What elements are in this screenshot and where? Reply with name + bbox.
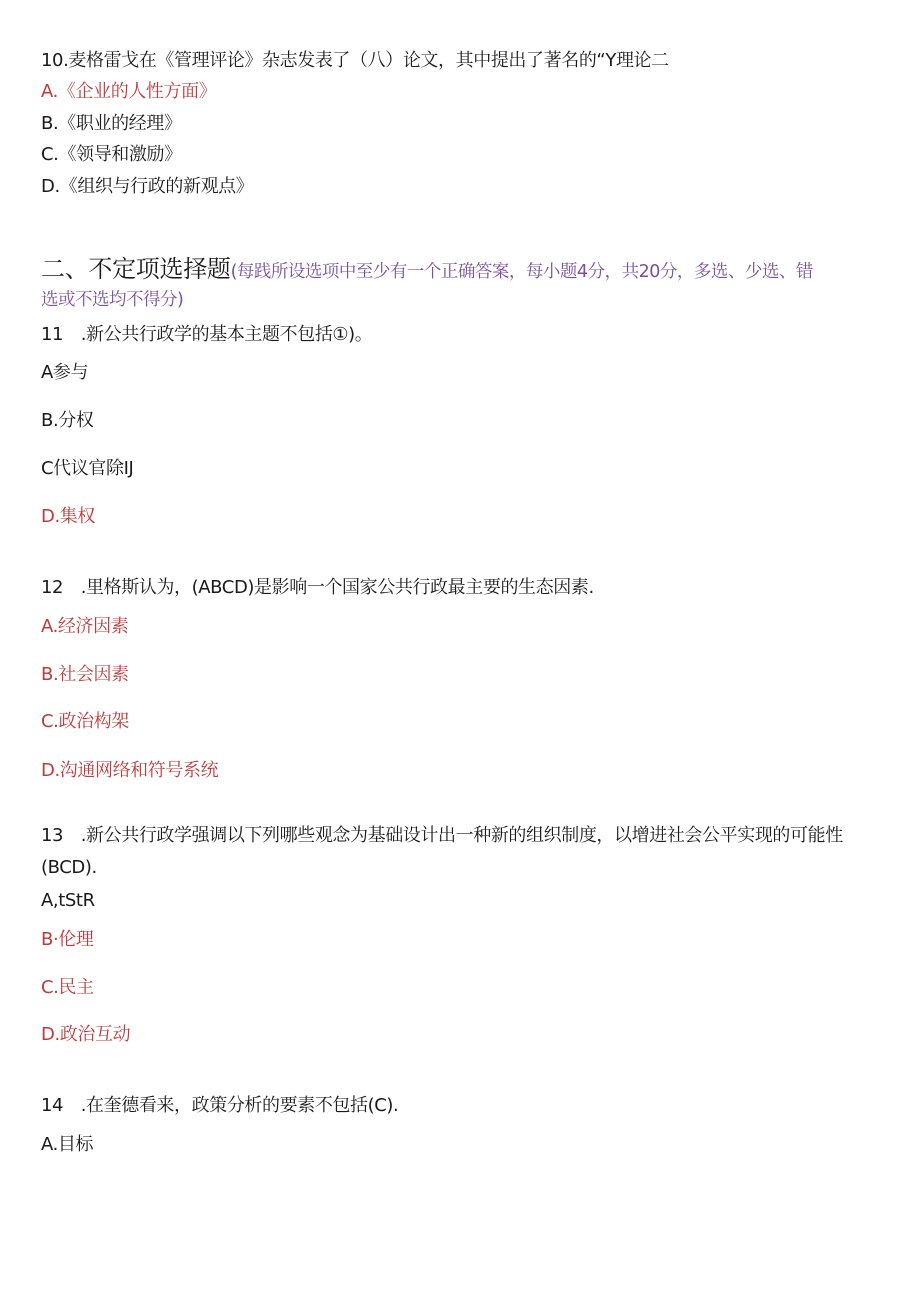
question-13-stem: 13 .新公共行政学强调以下列哪些观念为基础设计出一种新的组织制度，以增进社会公平实现的可能性 xyxy=(41,825,843,846)
question-10-option-d: D.《组织与行政的新观点》 xyxy=(41,176,254,197)
question-14-stem: 14 .在奎德看来，政策分析的要素不包括(C). xyxy=(41,1095,399,1116)
question-12-stem: 12 .里格斯认为，(ABCD)是影响一个国家公共行政最主要的生态因素. xyxy=(41,577,594,598)
question-10-option-c: C.《领导和激励》 xyxy=(41,144,182,165)
section-title: 二、不定项选择题 xyxy=(41,255,231,283)
question-10-option-a: A.《企业的人性方面》 xyxy=(41,81,217,102)
question-10-option-b: B.《职业的经理》 xyxy=(41,113,182,134)
question-12-option-d: D.沟通网络和符号系统 xyxy=(41,760,219,781)
question-14-option-a: A.目标 xyxy=(41,1134,94,1155)
question-11-option-b: B.分权 xyxy=(41,410,94,431)
question-10-stem: 10.麦格雷戈在《管理评论》杂志发表了（八）论文，其中提出了著名的“Y理论二 xyxy=(41,50,669,71)
question-13-option-a: A,tStR xyxy=(41,890,95,911)
section-note-continued: 选或不选均不得分) xyxy=(41,290,184,310)
question-12-option-a: A.经济因素 xyxy=(41,616,129,637)
section-note: (每践所设选项中至少有一个正确答案，每小题4分，共20分，多选、少选、错 xyxy=(230,262,813,282)
question-13-option-d: D.政治互动 xyxy=(41,1024,131,1045)
question-11-stem: 11 .新公共行政学的基本主题不包括①)。 xyxy=(41,324,373,345)
question-13-stem-continued: (BCD). xyxy=(41,857,97,878)
question-13-option-b: B·伦理 xyxy=(41,929,94,950)
question-11-option-a: A参与 xyxy=(41,362,89,383)
question-12-option-b: B.社会因素 xyxy=(41,664,129,685)
question-12-option-c: C.政治构架 xyxy=(41,711,129,732)
question-11-option-d: D.集权 xyxy=(41,506,95,527)
section-heading xyxy=(41,254,813,287)
question-11-option-c: C代议官除IJ xyxy=(41,458,134,479)
question-13-option-c: C.民主 xyxy=(41,977,94,998)
